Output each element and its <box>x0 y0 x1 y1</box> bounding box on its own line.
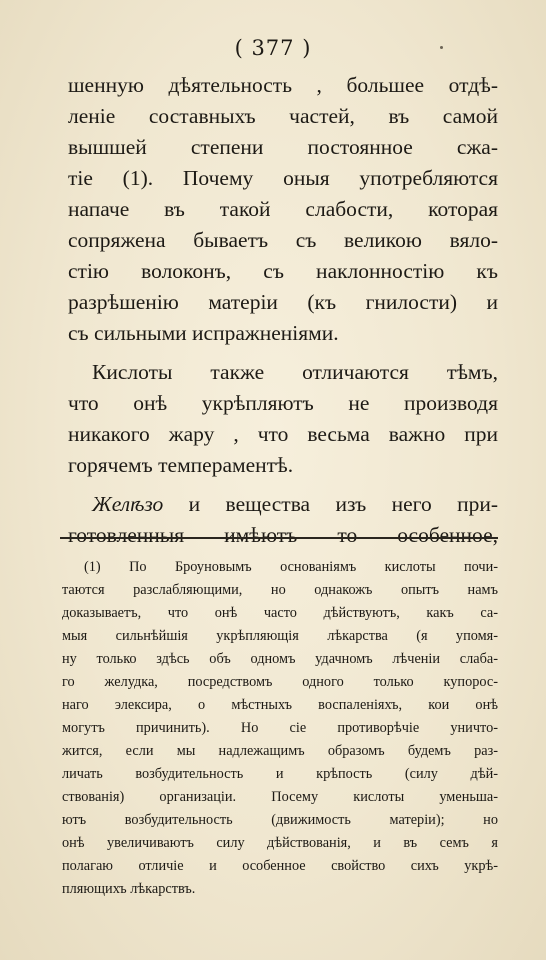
text-line: никакого жару , что весьма важно при <box>68 422 498 446</box>
footnote-line: полагаю отличіе и особенное свойство сихъ укрѣ- <box>62 858 498 874</box>
text-line: готовленныя имѣютъ то особенное, <box>68 523 498 547</box>
footnote-line: таются разслабляющими, но однакожъ опытъ намъ <box>62 582 498 598</box>
footnote-line: наго элексира, о мѣстныхъ воспаленіяхъ, кои онѣ <box>62 697 498 713</box>
text-line <box>68 489 498 520</box>
page-number: ( 377 ) <box>234 36 312 60</box>
footnote-line: ютъ возбудительность (движимость матеріи); но <box>62 812 498 828</box>
footnote-line: мыя сильнѣйшія укрѣпляющія лѣкарства (я упомя- <box>62 628 498 644</box>
footnote-line: доказываетъ, что онѣ часто дѣйствуютъ, какъ са- <box>62 605 498 621</box>
footnote-line: жится, если мы надлежащимъ образомъ будемъ раз- <box>62 743 498 759</box>
ink-speck <box>440 46 443 49</box>
text-line: тіе (1). Почему оныя употребляются <box>68 166 498 190</box>
italic-word: Желѣзо <box>92 492 164 516</box>
footnote-line: могутъ причинить). Но сіе противорѣчіе уничто- <box>62 720 498 736</box>
text-line: стію волоконъ, съ наклонностію къ <box>68 259 498 283</box>
footnote-line: го желудка, посредствомъ одного только купорос- <box>62 674 498 690</box>
text-line: леніе составныхъ частей, въ самой <box>68 104 498 128</box>
footnote-line: пляющихъ лѣкарствъ. <box>62 881 196 897</box>
footnote-line: (1) По Броуновымъ основаніямъ кислоты почи- <box>84 559 498 575</box>
text-line-rest: и вещества изъ него при- <box>163 492 498 516</box>
text-line: напаче въ такой слабости, которая <box>68 197 498 221</box>
footnote-line: личать возбудительность и крѣпость (силу дѣй- <box>62 766 498 782</box>
text-line: разрѣшенію матеріи (къ гнилости) и <box>68 290 498 314</box>
text-line: шенную дѣятельность , большее отдѣ- <box>68 73 498 97</box>
footnote-line: ствованія) организаціи. Посему кислоты уменьша- <box>62 789 498 805</box>
footnote <box>62 556 498 901</box>
text-line: Кислоты также отличаются тѣмъ, <box>92 360 498 384</box>
text-line: вышшей степени постоянное сжа- <box>68 135 498 159</box>
footnote-line: ну только здѣсь объ одномъ удачномъ лѣченіи слаба- <box>62 651 498 667</box>
text-line: горячемъ темпераментѣ. <box>68 453 294 477</box>
footnote-rule <box>60 537 498 539</box>
text-line: что онѣ укрѣпляютъ не производя <box>68 391 498 415</box>
footnote-line: онѣ увеличиваютъ силу дѣйствованія, и въ семъ я <box>62 835 498 851</box>
text-line: сопряжена бываетъ съ великою вяло- <box>68 228 498 252</box>
text-line: съ сильными испражненіями. <box>68 321 339 345</box>
main-text <box>68 70 498 551</box>
